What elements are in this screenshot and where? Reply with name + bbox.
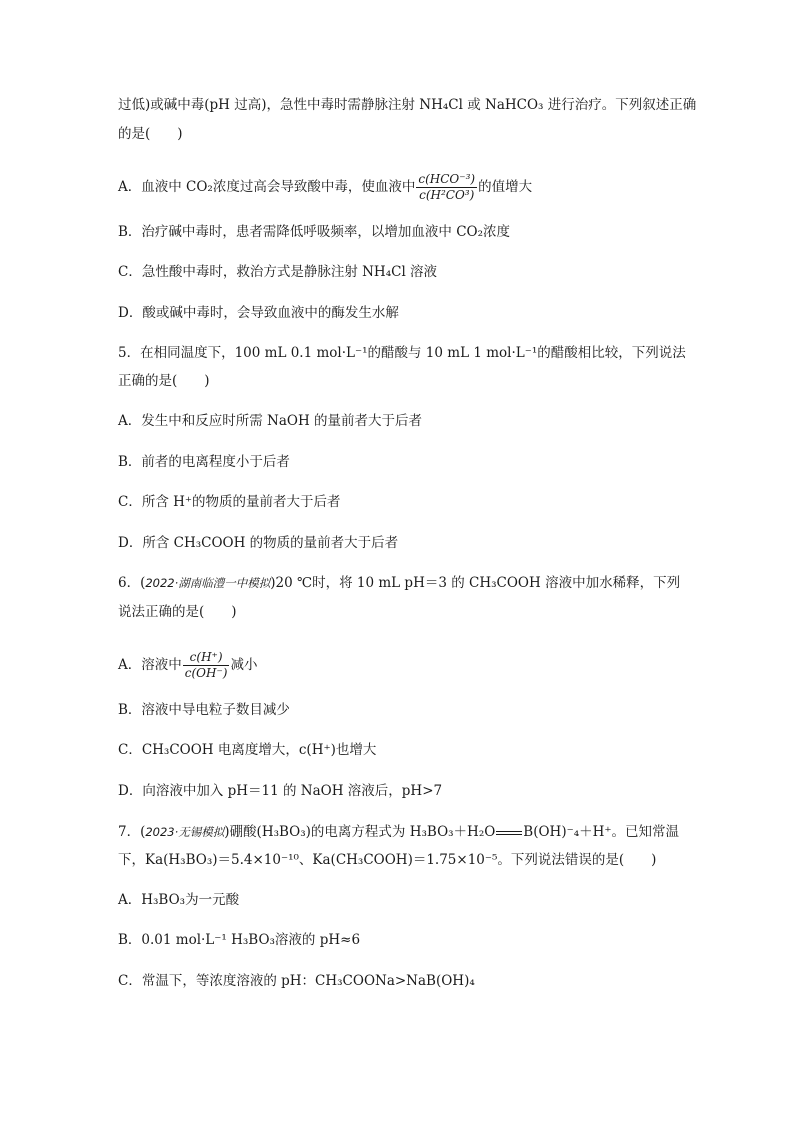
q6-option-c: C．CH₃COOH 电离度增大，c(H⁺)也增大 xyxy=(118,742,377,758)
q5-option-a: A．发生中和反应时所需 NaOH 的量前者大于后者 xyxy=(118,413,423,429)
q5-stem-line1: 5．在相同温度下，100 mL 0.1 mol·L⁻¹的醋酸与 10 mL 1 mol·L⁻¹的醋酸相比较，下列说法 xyxy=(118,345,686,361)
q7-number: 7．( xyxy=(118,824,146,840)
q6-option-d: D．向溶液中加入 pH＝11 的 NaOH 溶液后，pH>7 xyxy=(118,783,443,799)
q6-option-b: B．溶液中导电粒子数目减少 xyxy=(118,702,290,718)
q6-stem-line2: 说法正确的是( ) xyxy=(118,604,237,620)
q6-option-a-text-end: 减小 xyxy=(230,657,258,673)
q4-option-a-text-end: 的值增大 xyxy=(478,179,533,195)
q7-stem-line1 xyxy=(118,822,688,842)
q5-stem-line2: 正确的是( ) xyxy=(118,373,210,389)
q7-option-b: B．0.01 mol·L⁻¹ H₃BO₃溶液的 pH≈6 xyxy=(118,932,361,948)
q4-option-a-fraction xyxy=(416,172,477,203)
q4-stem-line2: 的是( ) xyxy=(118,126,183,142)
q4-option-c: C．急性酸中毒时，救治方式是静脉注射 NH₄Cl 溶液 xyxy=(118,264,438,280)
q7-stem-text-b: B(OH)⁻₄＋H⁺。已知常温 xyxy=(523,824,680,840)
equilibrium-arrow-icon xyxy=(496,829,522,837)
q6-option-a-fraction xyxy=(183,650,230,681)
q7-stem-line2: 下，Ka(H₃BO₃)＝5.4×10⁻¹⁰、Ka(CH₃COOH)＝1.75×10⁻⁵。下列说法错误的是( ) xyxy=(118,852,657,868)
q4-option-d: D．酸或碱中毒时，会导致血液中的酶发生水解 xyxy=(118,305,399,321)
fraction-denominator: c(OH⁻) xyxy=(184,666,228,680)
q6-stem-line1 xyxy=(118,573,688,593)
q6-option-a-text: A．溶液中 xyxy=(118,657,182,673)
q4-stem-line1: 过低)或碱中毒(pH 过高)，急性中毒时需静脉注射 NH₄Cl 或 NaHCO₃ 进行治疗。下列叙述正确 xyxy=(118,97,697,113)
q6-option-a xyxy=(118,650,688,681)
q5-option-d: D．所含 CH₃COOH 的物质的量前者大于后者 xyxy=(118,535,399,551)
q7-stem-text-a: )硼酸(H₃BO₃)的电离方程式为 H₃BO₃＋H₂O xyxy=(224,824,496,840)
q4-option-a-text: A．血液中 CO₂浓度过高会导致酸中毒，使血液中 xyxy=(118,179,416,195)
fraction-denominator: c(H²CO³) xyxy=(419,188,475,202)
fraction-numerator: c(HCO⁻³) xyxy=(418,172,476,186)
q4-option-a xyxy=(118,172,688,203)
q5-option-b: B．前者的电离程度小于后者 xyxy=(118,454,290,470)
q5-option-c: C．所含 H⁺的物质的量前者大于后者 xyxy=(118,494,341,510)
q6-stem-text: )20 ℃时，将 10 mL pH＝3 的 CH₃COOH 溶液中加水稀释，下列 xyxy=(270,575,681,591)
q4-option-b: B．治疗碱中毒时，患者需降低呼吸频率，以增加血液中 CO₂浓度 xyxy=(118,224,511,240)
q7-source: 2023·无锡模拟 xyxy=(145,825,225,839)
q6-source: 2022·湖南临澧一中模拟 xyxy=(145,576,271,590)
q7-option-c: C．常温下，等浓度溶液的 pH：CH₃COONa>NaB(OH)₄ xyxy=(118,973,475,989)
q6-number: 6．( xyxy=(118,575,146,591)
fraction-numerator: c(H⁺) xyxy=(183,650,230,666)
q7-option-a: A．H₃BO₃为一元酸 xyxy=(118,892,240,908)
